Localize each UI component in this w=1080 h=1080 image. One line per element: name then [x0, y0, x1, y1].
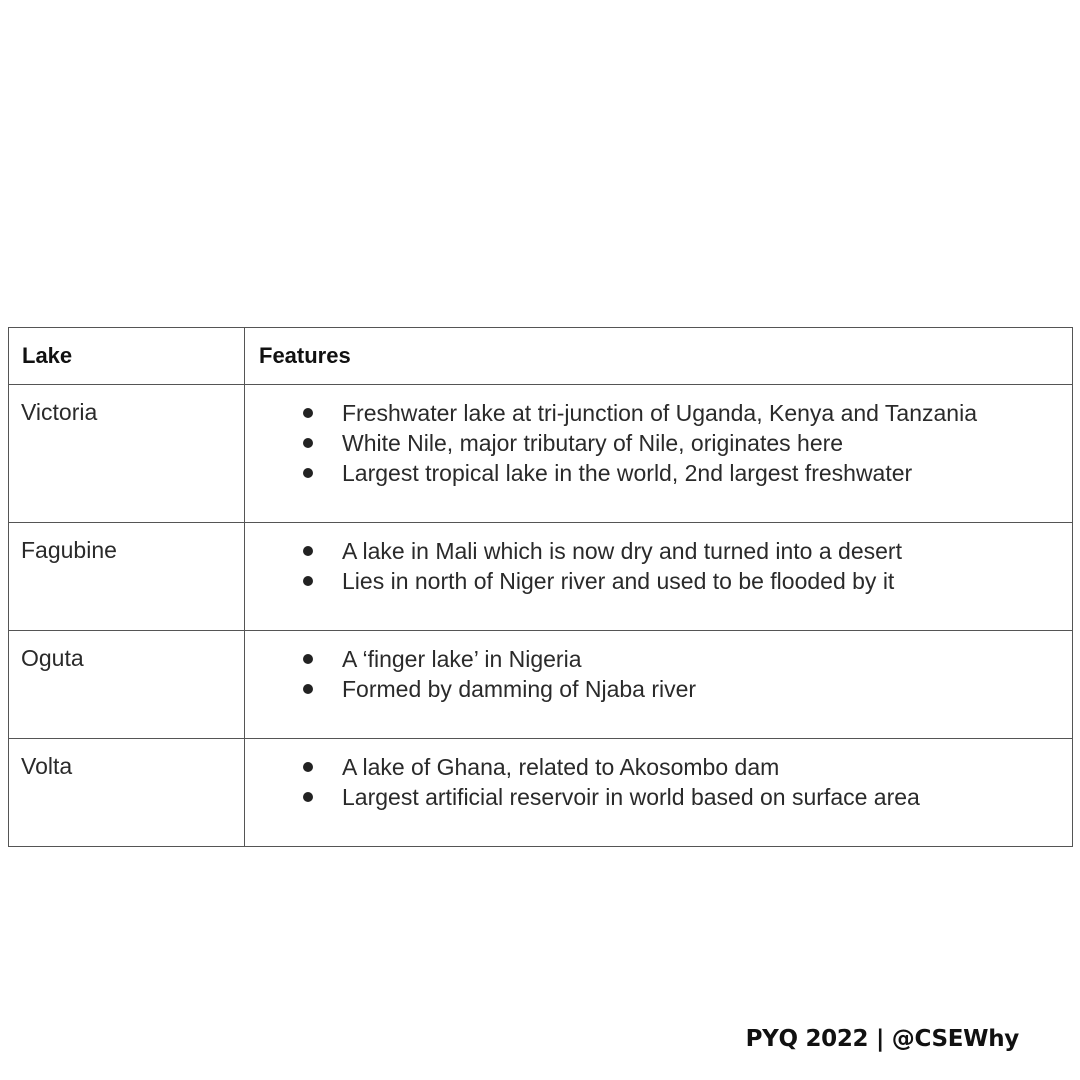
- list-item: [245, 566, 1072, 596]
- bullet-icon: [303, 408, 313, 418]
- list-item: [245, 458, 1072, 488]
- bullet-icon: [303, 792, 313, 802]
- table-row: [9, 523, 1073, 631]
- table-row: [9, 631, 1073, 739]
- bullet-icon: [303, 468, 313, 478]
- list-item: [245, 752, 1072, 782]
- feature-list: [245, 644, 1072, 704]
- bullet-icon: [303, 654, 313, 664]
- lake-name: Oguta: [9, 631, 245, 739]
- feature-text: A lake in Mali which is now dry and turned into a desert: [342, 538, 902, 564]
- feature-list: [245, 752, 1072, 812]
- feature-text: Lies in north of Niger river and used to be flooded by it: [342, 568, 895, 594]
- table-row: [9, 385, 1073, 523]
- features-cell: [245, 739, 1073, 847]
- lakes-table: [8, 327, 1073, 847]
- table-row: [9, 739, 1073, 847]
- footer-credit: PYQ 2022 | @CSEWhy: [745, 1026, 1019, 1052]
- list-item: [245, 674, 1072, 704]
- feature-list: [245, 398, 1072, 488]
- feature-list: [245, 536, 1072, 596]
- feature-text: Freshwater lake at tri-junction of Uganda, Kenya and Tanzania: [342, 400, 978, 426]
- lake-name: Victoria: [9, 385, 245, 523]
- list-item: [245, 398, 1072, 428]
- list-item: [245, 428, 1072, 458]
- feature-text: White Nile, major tributary of Nile, originates here: [342, 430, 844, 456]
- list-item: [245, 644, 1072, 674]
- feature-text: Largest artificial reservoir in world based on surface area: [342, 784, 920, 810]
- bullet-icon: [303, 684, 313, 694]
- lake-name: Fagubine: [9, 523, 245, 631]
- list-item: [245, 782, 1072, 812]
- bullet-icon: [303, 546, 313, 556]
- table-header-row: [9, 328, 1073, 385]
- list-item: [245, 536, 1072, 566]
- header-lake: Lake: [9, 328, 245, 385]
- lake-name: Volta: [9, 739, 245, 847]
- features-cell: [245, 631, 1073, 739]
- bullet-icon: [303, 576, 313, 586]
- feature-text: A lake of Ghana, related to Akosombo dam: [342, 754, 780, 780]
- bullet-icon: [303, 438, 313, 448]
- features-cell: [245, 523, 1073, 631]
- bullet-icon: [303, 762, 313, 772]
- feature-text: Formed by damming of Njaba river: [342, 676, 697, 702]
- features-cell: [245, 385, 1073, 523]
- header-features: Features: [245, 328, 1073, 385]
- feature-text: Largest tropical lake in the world, 2nd largest freshwater: [342, 460, 913, 486]
- feature-text: A ‘finger lake’ in Nigeria: [342, 646, 582, 672]
